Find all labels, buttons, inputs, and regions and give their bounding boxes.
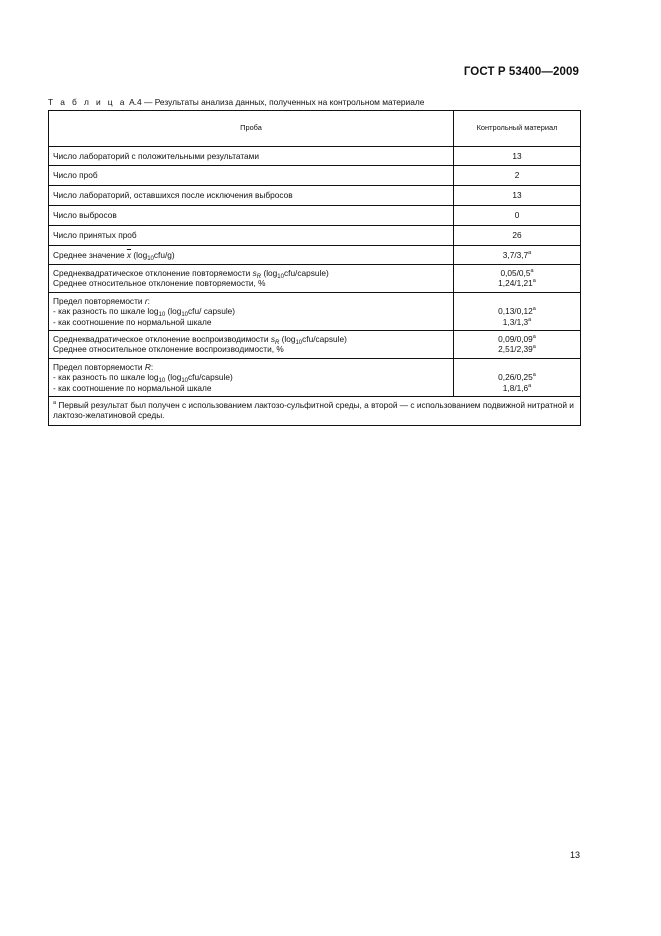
repeatability-limit-item-log-b: (log xyxy=(167,306,182,317)
reproducibility-limit-item-log-sub2: 10 xyxy=(181,378,189,385)
mean-unit-b: cfu/g) xyxy=(153,249,175,260)
table-row xyxy=(49,226,581,246)
repeatability-sd-value: 0,05/0,5 xyxy=(500,268,531,279)
reproducibility-sd-symbol-sub: R xyxy=(274,340,280,347)
reproducibility-limit-value1: 0,26/0,25 xyxy=(498,372,533,383)
row-label-reproducibility-limit xyxy=(49,358,454,396)
repeatability-limit-item-log-a: - как разность по шкале log xyxy=(53,306,159,317)
repeatability-sd-line xyxy=(53,268,449,278)
reproducibility-sd-line xyxy=(53,334,449,347)
document-standard-header: ГОСТ Р 53400—2009 xyxy=(463,66,579,78)
mean-unit-sub: 10 xyxy=(147,255,154,262)
repeatability-rel-label: Среднее относительное отклонение повторяемости, % xyxy=(53,278,266,289)
repeatability-limit-item-log-c: cfu/ capsule) xyxy=(188,306,236,317)
row-value-labs-remaining: 13 xyxy=(454,186,581,206)
page-number: 13 xyxy=(569,850,580,860)
table-row xyxy=(49,265,581,293)
row-label-labs-remaining: Число лабораторий, оставшихся после исключения выбросов xyxy=(49,186,454,206)
repeatability-sd-label: Среднеквадратическое отклонение повторяемости xyxy=(53,268,251,278)
table-footnote-row xyxy=(49,397,581,426)
reproducibility-limit-title-text: Предел повторяемости xyxy=(53,361,143,372)
table-row xyxy=(49,358,581,396)
table-row xyxy=(49,166,581,186)
row-label-repeatability-sd xyxy=(49,265,454,293)
reproducibility-limit-value2: 1,8/1,6 xyxy=(502,382,529,393)
mean-symbol: $\overline{x}$ xyxy=(126,249,132,260)
reproducibility-rel-value: 2,51/2,39 xyxy=(498,344,533,355)
reproducibility-sd-symbol: s xyxy=(270,334,275,345)
row-value-outliers: 0 xyxy=(454,206,581,226)
row-value-labs-positive: 13 xyxy=(454,147,581,166)
reproducibility-limit-title: Предел повторяемости R: xyxy=(53,361,154,372)
reproducibility-sd-unit-a: (log xyxy=(281,334,296,345)
caption-number: А.4 xyxy=(129,97,142,107)
table-row xyxy=(49,147,581,166)
table-footnote xyxy=(49,397,581,426)
column-header-sample: Проба xyxy=(49,111,454,147)
row-label-labs-positive: Число лабораторий с положительными результатами xyxy=(49,147,454,166)
reproducibility-sd-unit-b: cfu/capsule) xyxy=(302,334,347,345)
reproducibility-limit-value-line xyxy=(454,383,580,393)
footnote-mark: a xyxy=(532,344,536,351)
row-label-outliers: Число выбросов xyxy=(49,206,454,226)
value-spacer xyxy=(454,362,580,372)
row-label-repeatability-limit xyxy=(49,292,454,330)
reproducibility-sd-unit-sub: 10 xyxy=(295,340,303,347)
row-label-reproducibility-sd xyxy=(49,331,454,359)
repeatability-rel-value-line xyxy=(454,278,580,288)
reproducibility-limit-item-log-a: - как разность по шкале log xyxy=(53,372,159,383)
reproducibility-limit-item-ratio: - как соотношение по нормальной шкале xyxy=(53,382,212,393)
repeatability-limit-item-ratio: - как соотношение по нормальной шкале xyxy=(53,316,212,327)
mean-label: Среднее значение xyxy=(53,249,125,260)
repeatability-sd-symbol: s xyxy=(252,268,257,278)
caption-title: — Результаты анализа данных, полученных на контрольном материале xyxy=(144,97,425,107)
footnote-mark: a xyxy=(532,306,536,313)
table-row xyxy=(49,331,581,359)
row-value-reproducibility-sd xyxy=(454,331,581,359)
row-value-accepted: 26 xyxy=(454,226,581,246)
results-table xyxy=(48,110,581,426)
repeatability-sd-unit-b: cfu/capsule) xyxy=(283,268,329,278)
reproducibility-limit-item-log-b: (log xyxy=(167,372,182,383)
footnote-mark: a xyxy=(528,382,532,389)
repeatability-limit-value2: 1,3/1,3 xyxy=(502,316,529,327)
table-row xyxy=(49,246,581,265)
row-value-reproducibility-limit xyxy=(454,358,581,396)
footnote-mark: a xyxy=(532,278,536,285)
reproducibility-limit-value-line xyxy=(454,372,580,382)
row-value-repeatability-limit xyxy=(454,292,581,330)
reproducibility-sd-value: 0,09/0,09 xyxy=(498,334,533,345)
caption-prefix: Т а б л и ц а xyxy=(48,97,127,107)
footnote-text: Первый результат был получен с использованием лактозо-сульфитной среды, а второй — с использованием подвижной нитратной и лактозо-желатиновой среды. xyxy=(53,400,574,421)
table-caption xyxy=(48,97,424,107)
reproducibility-limit-item-log-sub: 10 xyxy=(158,378,166,385)
repeatability-limit-value-line xyxy=(454,317,580,327)
footnote-mark: a xyxy=(528,249,532,256)
footnote-mark: a xyxy=(532,372,536,379)
repeatability-limit-item-log-sub2: 10 xyxy=(181,312,189,319)
repeatability-limit-value-line xyxy=(454,306,580,316)
mean-value: 3,7/3,7 xyxy=(502,249,529,260)
reproducibility-limit-item-log-c: cfu/capsule) xyxy=(188,372,233,383)
reproducibility-sd-label: Среднеквадратическое отклонение воспроизводимости xyxy=(53,334,269,345)
reproducibility-sd-value-line xyxy=(454,334,580,344)
table-row xyxy=(49,206,581,226)
reproducibility-rel-value-line xyxy=(454,344,580,354)
footnote-mark: a xyxy=(532,334,536,341)
reproducibility-limit-symbol: R xyxy=(144,361,151,372)
table-row xyxy=(49,186,581,206)
repeatability-sd-value-line xyxy=(454,268,580,278)
reproducibility-rel-label: Среднее относительное отклонение воспроизводимости, % xyxy=(53,344,284,355)
repeatability-limit-title-text: Предел повторяемости xyxy=(53,295,143,306)
row-value-repeatability-sd xyxy=(454,265,581,293)
repeatability-limit-item-log-sub: 10 xyxy=(158,312,166,319)
row-value-samples: 2 xyxy=(454,166,581,186)
footnote-mark: a xyxy=(528,316,532,323)
repeatability-limit-item-log xyxy=(53,306,449,319)
repeatability-sd-unit-sub: 10 xyxy=(277,274,284,280)
repeatability-sd-symbol-sub: R xyxy=(256,274,262,280)
row-label-mean xyxy=(49,246,454,265)
footnote-mark: a xyxy=(53,400,57,407)
column-header-control-material: Контрольный материал xyxy=(454,111,581,147)
reproducibility-limit-item-log xyxy=(53,372,449,385)
footnote-mark: a xyxy=(530,268,534,275)
row-label-samples: Число проб xyxy=(49,166,454,186)
row-label-accepted: Число принятых проб xyxy=(49,226,454,246)
value-spacer xyxy=(454,296,580,306)
repeatability-limit-value1: 0,13/0,12 xyxy=(498,306,533,317)
repeatability-rel-value: 1,24/1,21 xyxy=(498,278,533,289)
table-row xyxy=(49,292,581,330)
repeatability-limit-symbol: r xyxy=(144,295,148,306)
repeatability-limit-title: Предел повторяемости r: xyxy=(53,295,150,306)
repeatability-sd-unit-a: (log xyxy=(263,268,278,278)
table-header-row xyxy=(49,111,581,147)
mean-unit-a: (log xyxy=(133,249,148,260)
row-value-mean xyxy=(454,246,581,265)
